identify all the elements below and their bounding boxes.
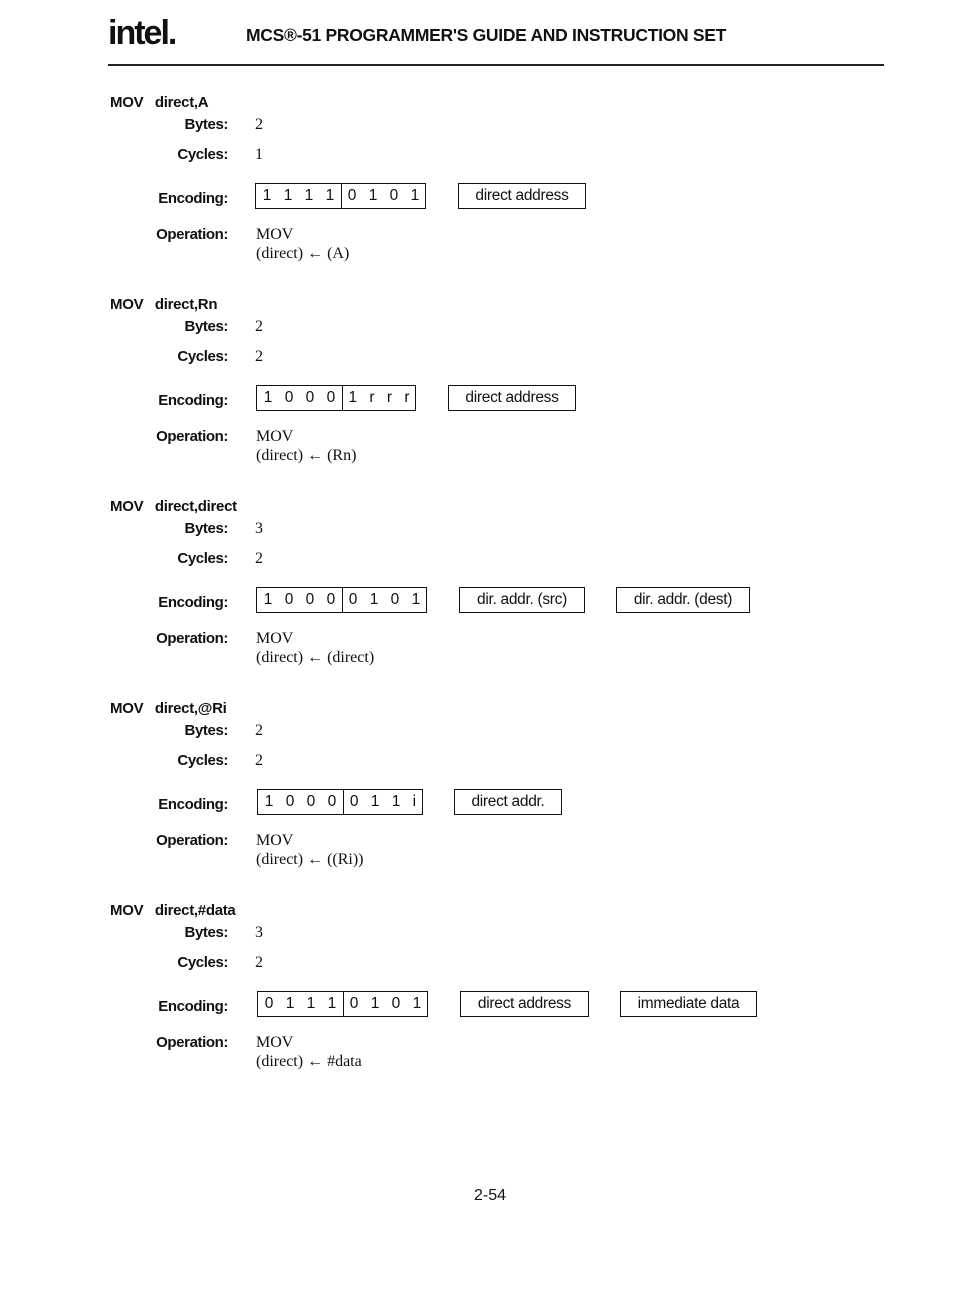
encoding-label: Encoding: bbox=[158, 594, 228, 611]
operation-label: Operation: bbox=[156, 226, 228, 243]
operation-name: MOV bbox=[256, 832, 294, 849]
cycles-label: Cycles: bbox=[177, 752, 228, 769]
header-rule bbox=[108, 64, 884, 66]
opcode-encoding-box bbox=[257, 991, 428, 1017]
operation-label: Operation: bbox=[156, 832, 228, 849]
instruction-mnemonic: MOV direct,@Ri bbox=[110, 700, 227, 717]
operation-name: MOV bbox=[256, 1034, 294, 1051]
operation-label: Operation: bbox=[156, 428, 228, 445]
instruction-mov-direct-rn bbox=[0, 296, 980, 496]
operation-expression: (direct) ← #data bbox=[256, 1053, 362, 1070]
operand-field-box-dest: dir. addr. (dest) bbox=[616, 587, 750, 613]
opcode-high-nibble: 1 0 0 0 bbox=[264, 793, 341, 810]
opcode-high-nibble: 1 1 1 1 bbox=[262, 187, 339, 204]
encoding-label: Encoding: bbox=[158, 998, 228, 1015]
opcode-low-nibble: 0 1 0 1 bbox=[341, 184, 425, 208]
cycles-value: 1 bbox=[255, 146, 263, 163]
operation-expression: (direct) ← (direct) bbox=[256, 649, 375, 666]
operation-name: MOV bbox=[256, 226, 294, 243]
bytes-label: Bytes: bbox=[184, 722, 228, 739]
opcode-encoding-box bbox=[257, 789, 423, 815]
instruction-mnemonic: MOV direct,Rn bbox=[110, 296, 218, 313]
instruction-mnemonic: MOV direct,direct bbox=[110, 498, 237, 515]
cycles-value: 2 bbox=[255, 550, 263, 567]
instruction-mov-direct-direct bbox=[0, 498, 980, 698]
operand-field-box: direct address bbox=[458, 183, 586, 209]
cycles-label: Cycles: bbox=[177, 348, 228, 365]
operation-label: Operation: bbox=[156, 1034, 228, 1051]
document-title: MCS®-51 PROGRAMMER'S GUIDE AND INSTRUCTION SET bbox=[246, 25, 726, 45]
opcode-encoding-box bbox=[256, 385, 416, 411]
opcode-low-nibble: 0 1 0 1 bbox=[343, 992, 427, 1016]
cycles-value: 2 bbox=[255, 954, 263, 971]
instruction-mov-direct-at-ri bbox=[0, 700, 980, 900]
bytes-value: 3 bbox=[255, 520, 263, 537]
operand-field-box-address: direct address bbox=[460, 991, 589, 1017]
operation-label: Operation: bbox=[156, 630, 228, 647]
bytes-label: Bytes: bbox=[184, 924, 228, 941]
opcode-encoding-box bbox=[255, 183, 426, 209]
intel-logo: intel. bbox=[108, 14, 176, 52]
opcode-low-nibble: 0 1 0 1 bbox=[342, 588, 426, 612]
opcode-high-nibble: 1 0 0 0 bbox=[263, 591, 340, 608]
operation-expression: (direct) ← (Rn) bbox=[256, 447, 357, 464]
bytes-value: 2 bbox=[255, 318, 263, 335]
opcode-encoding-box bbox=[256, 587, 427, 613]
bytes-label: Bytes: bbox=[184, 318, 228, 335]
bytes-value: 2 bbox=[255, 116, 263, 133]
operand-field-box: direct addr. bbox=[454, 789, 562, 815]
opcode-low-nibble: 1 r r r bbox=[342, 386, 415, 410]
opcode-low-nibble: 0 1 1 i bbox=[343, 790, 422, 814]
encoding-label: Encoding: bbox=[158, 190, 228, 207]
opcode-high-nibble: 0 1 1 1 bbox=[264, 995, 341, 1012]
cycles-label: Cycles: bbox=[177, 954, 228, 971]
cycles-value: 2 bbox=[255, 348, 263, 365]
page-header bbox=[0, 0, 980, 70]
operand-field-box-src: dir. addr. (src) bbox=[459, 587, 585, 613]
bytes-value: 2 bbox=[255, 722, 263, 739]
operation-expression: (direct) ← (A) bbox=[256, 245, 350, 262]
cycles-label: Cycles: bbox=[177, 146, 228, 163]
page-number: 2-54 bbox=[473, 1187, 507, 1204]
operation-expression: (direct) ← ((Ri)) bbox=[256, 851, 364, 868]
bytes-value: 3 bbox=[255, 924, 263, 941]
operand-field-box-immediate: immediate data bbox=[620, 991, 757, 1017]
bytes-label: Bytes: bbox=[184, 116, 228, 133]
bytes-label: Bytes: bbox=[184, 520, 228, 537]
cycles-label: Cycles: bbox=[177, 550, 228, 567]
instruction-mnemonic: MOV direct,A bbox=[110, 94, 209, 111]
cycles-value: 2 bbox=[255, 752, 263, 769]
operation-name: MOV bbox=[256, 428, 294, 445]
operand-field-box: direct address bbox=[448, 385, 576, 411]
operation-name: MOV bbox=[256, 630, 294, 647]
encoding-label: Encoding: bbox=[158, 392, 228, 409]
instruction-mov-direct-a bbox=[0, 94, 980, 294]
encoding-label: Encoding: bbox=[158, 796, 228, 813]
instruction-mov-direct-imm-data bbox=[0, 902, 980, 1102]
opcode-high-nibble: 1 0 0 0 bbox=[263, 389, 340, 406]
instruction-mnemonic: MOV direct,#data bbox=[110, 902, 236, 919]
